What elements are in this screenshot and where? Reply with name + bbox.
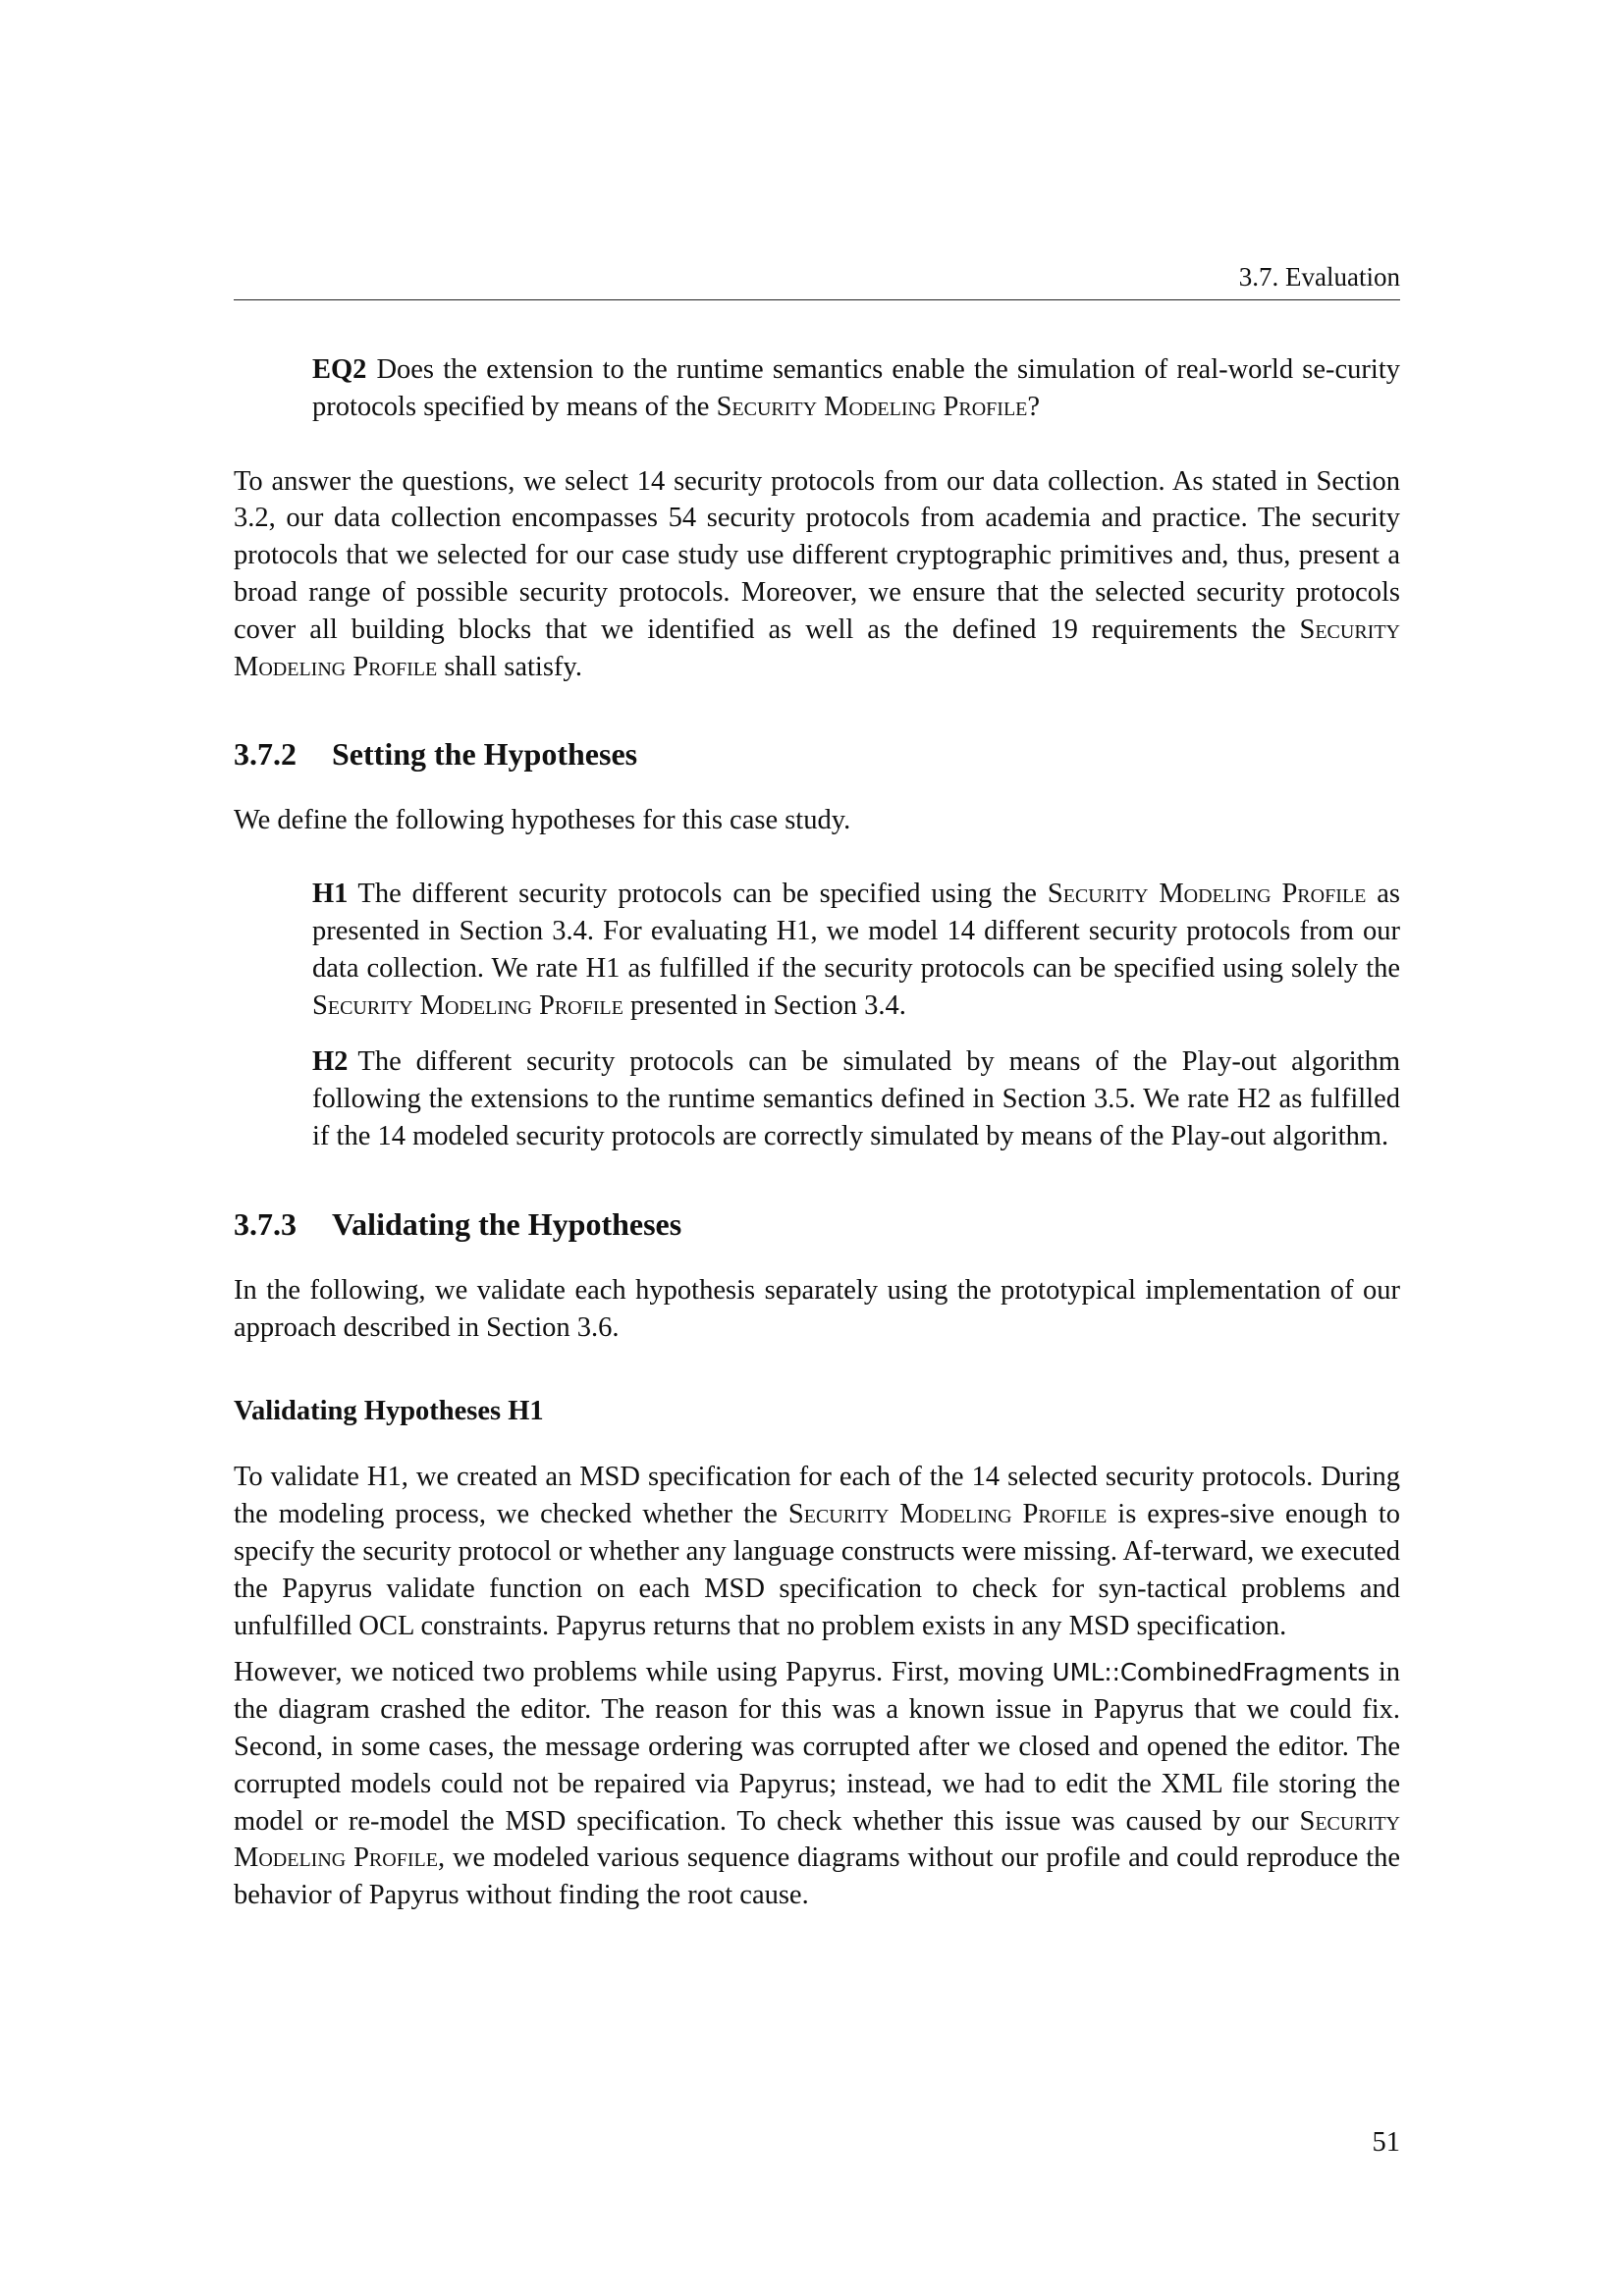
subsection-heading-h1: Validating Hypotheses H1 <box>234 1396 544 1427</box>
h1-profile-a: Security Modeling Profile <box>1047 879 1367 910</box>
val2-text-c: , we modeled various sequence diagrams without our profile and could reproduce the behavior of Papyrus without finding the root cause. <box>234 1842 1400 1911</box>
validate-paragraph-1 <box>234 1459 1400 1644</box>
eq2-text-b: ? <box>1027 391 1041 422</box>
header-rule <box>234 299 1400 300</box>
hypotheses-intro: We define the following hypotheses for this case study. <box>234 805 851 836</box>
combined-fragments-code: UML::CombinedFragments <box>1052 1658 1371 1687</box>
eq2-term: EQ2 <box>312 354 367 385</box>
validate-intro: In the following, we validate each hypothesis separately using the prototypical implementation of our approach described in Section 3.6. <box>234 1274 1400 1343</box>
eq2-item <box>312 351 1400 426</box>
section-heading-3-7-3 <box>234 1204 1400 1244</box>
section-heading-3-7-2 <box>234 734 1400 774</box>
val2-text-a: However, we noticed two problems while using Papyrus. First, moving <box>234 1657 1053 1688</box>
h1-text-c: presented in Section 3.4. <box>623 989 906 1021</box>
section-title: Setting the Hypotheses <box>332 736 638 773</box>
h2-term: H2 <box>312 1046 349 1078</box>
eq2-text-a: Does the extension to the runtime semantics enable the simulation of real-world se-curity protocols specified by means of the <box>312 354 1400 422</box>
val2-text-b: in the diagram crashed the editor. The reason for this was a known issue in Papyrus that we could fix. Second, in some cases, the message ordering was corrupted after we closed and opened the editor. The corrupted models could not be repaired via Papyrus; instead, we had to edit the XML file storing the model or re-model the MSD specification. To check whether this issue was caused by our <box>234 1657 1401 1837</box>
h1-text-a: The different security protocols can be specified using the <box>357 879 1048 910</box>
section-title: Validating the Hypotheses <box>332 1205 682 1242</box>
validate-paragraph-2 <box>234 1654 1400 1914</box>
intro-paragraph <box>234 463 1400 686</box>
h1-text-b: as presented in Section 3.4. For evaluating H1, we model 14 different security protocols from our data collection. We rate H1 as fulfilled if the security protocols can be specified using solely the <box>312 879 1400 984</box>
h2-text: The different security protocols can be simulated by means of the Play-out algorithm following the extensions to the runtime semantics defined in Section 3.5. We rate H2 as fulfilled if the 14 modeled security protocols are correctly simulated by means of the Play-out algorithm. <box>312 1046 1400 1151</box>
h1-profile-b: Security Modeling Profile <box>312 989 623 1021</box>
intro-profile: Security Modeling Profile <box>234 614 1400 682</box>
val1-text-a: To validate H1, we created an MSD specification for each of the 14 selected security protocols. During the modeling process, we checked whether the <box>234 1462 1400 1530</box>
intro-text-b: shall satisfy. <box>437 651 582 682</box>
h1-item <box>312 876 1400 1024</box>
section-number: 3.7.2 <box>234 736 297 773</box>
h2-item <box>312 1043 1400 1154</box>
eq2-profile: Security Modeling Profile <box>716 391 1028 422</box>
page-body <box>234 351 1400 1914</box>
val1-profile: Security Modeling Profile <box>787 1499 1108 1530</box>
val1-text-b: is expres-sive enough to specify the security protocol or whether any language constructs were missing. Af-terward, we executed the Papyrus validate function on each MSD specification to check for syn-tactical problems and unfulfilled OCL constraints. Papyrus returns that no problem exists in any MSD specification. <box>234 1499 1401 1641</box>
page-number: 51 <box>1372 2127 1400 2158</box>
h1-term: H1 <box>312 879 349 910</box>
val2-profile: Security Modeling Profile <box>234 1805 1400 1874</box>
running-header: 3.7. Evaluation <box>1238 262 1400 292</box>
intro-text-a: To answer the questions, we select 14 security protocols from our data collection. As stated in Section 3.2, our data collection encompasses 54 security protocols from academia and practice. The security protocols that we selected for our case study use different cryptographic primitives and, thus, present a broad range of possible security protocols. Moreover, we ensure that the selected security protocols cover all building blocks that we identified as well as the defined 19 requirements the <box>234 465 1400 645</box>
section-number: 3.7.3 <box>234 1205 297 1242</box>
